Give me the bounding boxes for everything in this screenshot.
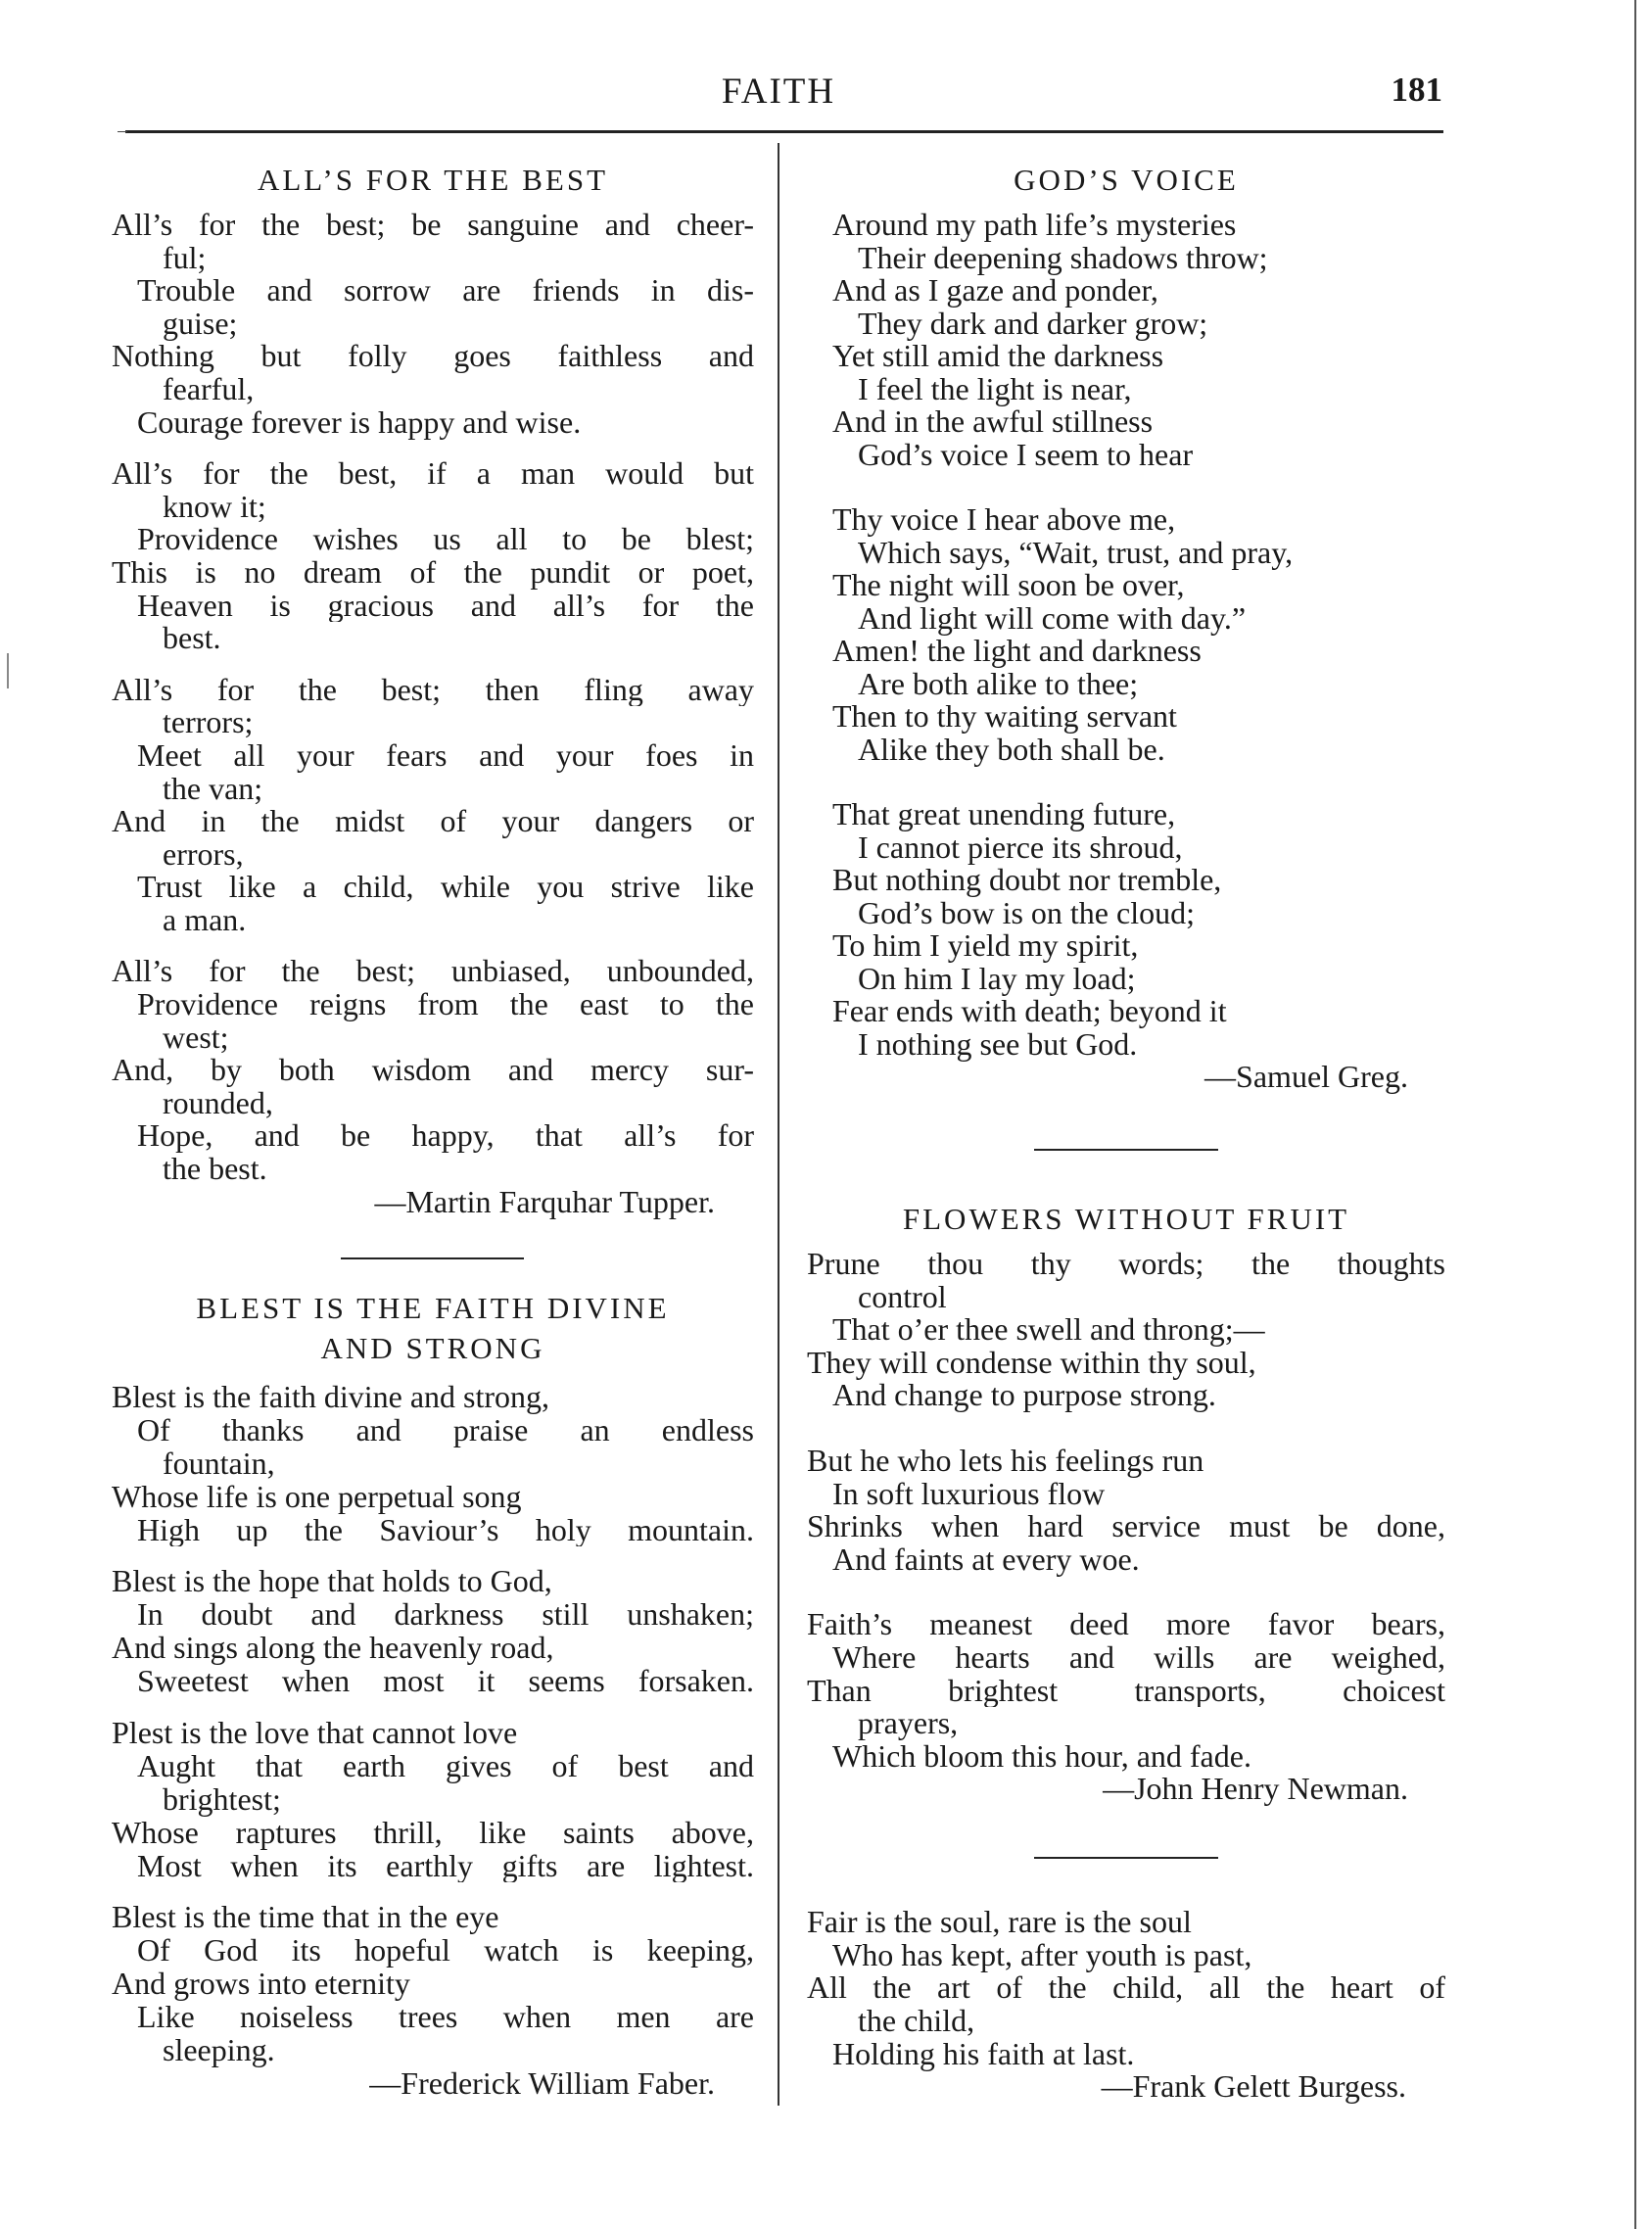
poem-body <box>112 209 754 1218</box>
verse-line: Courage forever is happy and wise. <box>137 403 582 440</box>
poem-title <box>112 160 754 200</box>
page-number: 181 <box>1391 71 1442 109</box>
verse-line: guise; <box>163 305 238 341</box>
verse-line: That great unending future, <box>832 796 1176 831</box>
verse-line: And, by both wisdom and mercy sur- <box>112 1054 754 1087</box>
column-divider <box>778 143 779 2106</box>
verse-line: I nothing see but God. <box>858 1025 1138 1062</box>
scan-mark <box>7 653 9 688</box>
verse-line: Thy voice I hear above me, <box>832 501 1176 537</box>
verse-line: The night will soon be over, <box>832 567 1185 602</box>
verse-line: Prune thou thy words; the thoughts <box>807 1248 1445 1281</box>
separator-rule <box>1034 1857 1218 1859</box>
verse-line: I cannot pierce its shroud, <box>858 829 1183 865</box>
poem-title-line: BLEST IS THE FAITH DIVINE <box>196 1291 670 1325</box>
poem-title-line: ALL’S FOR THE BEST <box>257 163 609 197</box>
poem-body <box>807 1906 1445 2104</box>
stanza <box>112 955 754 1185</box>
verse-line: And change to purpose strong. <box>832 1377 1216 1413</box>
verse-line: They will condense within thy soul, <box>807 1344 1256 1380</box>
stanza <box>807 1906 1445 2070</box>
poem-title-line: FLOWERS WITHOUT FRUIT <box>902 1202 1350 1236</box>
verse-line: I feel the light is near, <box>858 370 1132 406</box>
verse-line: Of God its hopeful watch is keeping, <box>137 1934 754 1968</box>
verse-line: Fair is the soul, rare is the soul <box>807 1904 1192 1939</box>
poem-title <box>807 160 1445 200</box>
stanza <box>112 674 754 937</box>
verse-line: sleeping. <box>163 2032 275 2068</box>
poem-title <box>807 1199 1445 1239</box>
poem-title <box>112 1288 754 1368</box>
verse-line: the best. <box>163 1151 267 1187</box>
verse-line: High up the Saviour’s holy mountain. <box>137 1513 754 1547</box>
verse-line: Hope, and be happy, that all’s for <box>137 1119 754 1154</box>
verse-line: To him I yield my spirit, <box>832 927 1139 963</box>
verse-line: Blest is the hope that holds to God, <box>112 1563 552 1599</box>
verse-line: brightest; <box>163 1780 281 1817</box>
verse-line: best. <box>163 620 221 656</box>
verse-line: ful; <box>163 239 207 275</box>
verse-line: fearful, <box>163 370 255 406</box>
verse-line: Shrinks when hard service must be done, <box>807 1510 1445 1543</box>
stanza <box>807 798 1445 1061</box>
stanza <box>807 209 1445 471</box>
verse-line: Trust like a child, while you strive like <box>137 871 754 904</box>
verse-line: Who has kept, after youth is past, <box>832 1936 1252 1972</box>
verse-line: Blest is the faith divine and strong, <box>112 1379 550 1414</box>
verse-line: In doubt and darkness still unshaken; <box>137 1598 754 1633</box>
verse-line: Of thanks and praise an endless <box>137 1413 754 1447</box>
poem-attribution: —Martin Farquhar Tupper. <box>374 1183 715 1219</box>
verse-line: Which says, “Wait, trust, and pray, <box>858 534 1294 570</box>
verse-line: God’s voice I seem to hear <box>858 436 1194 472</box>
verse-line: Their deepening shadows throw; <box>858 239 1268 275</box>
verse-line: Aught that earth gives of best and <box>137 1749 754 1783</box>
verse-line: know it; <box>163 488 266 524</box>
verse-line: And grows into eternity <box>112 1966 410 2002</box>
verse-line: the van; <box>163 770 263 806</box>
verse-line: errors, <box>163 835 244 872</box>
verse-line: Providence reigns from the east to the <box>137 988 754 1021</box>
verse-line: a man. <box>163 901 247 937</box>
poem-body <box>112 1381 754 2101</box>
verse-line: Nothing but folly goes faithless and <box>112 340 754 373</box>
verse-line: fountain, <box>163 1445 275 1481</box>
poem-attribution: —Frederick William Faber. <box>369 2064 715 2101</box>
verse-line: Are both alike to thee; <box>858 665 1139 701</box>
verse-line: Holding his faith at last. <box>832 2035 1135 2071</box>
stanza <box>112 1565 754 1698</box>
verse-line: And in the midst of your dangers or <box>112 805 754 838</box>
verse-line: Sweetest when most it seems forsaken. <box>137 1665 754 1699</box>
separator-rule <box>341 1257 524 1259</box>
verse-line: Trouble and sorrow are friends in dis- <box>137 274 754 308</box>
verse-line: rounded, <box>163 1084 273 1120</box>
poem-attribution: —John Henry Newman. <box>1103 1771 1408 1807</box>
poem-title-line: AND STRONG <box>320 1331 545 1365</box>
verse-line: And light will come with day.” <box>858 599 1247 636</box>
poem-title-line: GOD’S VOICE <box>1014 163 1239 197</box>
verse-line: Than brightest transports, choicest <box>807 1674 1445 1708</box>
verse-line: In soft luxurious flow <box>832 1475 1106 1511</box>
verse-line: Blest is the time that in the eye <box>112 1899 499 1935</box>
stanza <box>807 503 1445 766</box>
verse-line: And in the awful stillness <box>832 403 1154 439</box>
stanza <box>112 1901 754 2066</box>
verse-line: Then to thy waiting servant <box>832 698 1177 734</box>
verse-line: Yet still amid the darkness <box>832 338 1164 373</box>
verse-line: Whose raptures thrill, like saints above, <box>112 1816 754 1850</box>
stanza <box>112 1717 754 1882</box>
verse-line: Heaven is gracious and all’s for the <box>137 589 754 623</box>
running-head: FAITH <box>721 71 836 112</box>
verse-line: But he who lets his feelings run <box>807 1442 1204 1478</box>
verse-line: Plest is the love that cannot love <box>112 1715 518 1751</box>
stanza <box>807 1608 1445 1773</box>
verse-line: Meet all your fears and your foes in <box>137 738 754 773</box>
verse-line: Like noiseless trees when men are <box>137 2001 754 2035</box>
verse-line: the child, <box>858 2003 975 2039</box>
verse-line: Alike they both shall be. <box>858 731 1165 767</box>
stanza <box>112 1381 754 1546</box>
verse-line: That o’er thee swell and throng;— <box>832 1311 1265 1348</box>
verse-line: They dark and darker grow; <box>858 305 1208 341</box>
poem-attribution: —Samuel Greg. <box>1204 1059 1408 1094</box>
verse-line: west; <box>163 1019 229 1055</box>
stanza <box>807 1442 1445 1577</box>
poem-body <box>807 209 1445 1094</box>
scan-edge <box>1634 0 1636 2229</box>
verse-line: Most when its earthly gifts are lightest. <box>137 1849 754 1883</box>
verse-line: Around my path life’s mysteries <box>832 207 1237 242</box>
verse-line: prayers, <box>858 1705 959 1741</box>
verse-line: This is no dream of the pundit or poet, <box>112 555 754 590</box>
verse-line: On him I lay my load; <box>858 960 1136 996</box>
verse-line: All’s for the best; then fling away <box>112 673 754 707</box>
verse-line: And as I gaze and ponder, <box>832 272 1158 308</box>
header-rule <box>125 130 1443 133</box>
verse-line: control <box>858 1278 947 1314</box>
poem-attribution: —Frank Gelett Burgess. <box>1101 2068 1406 2105</box>
poem-body <box>807 1248 1445 1806</box>
stanza <box>112 209 754 439</box>
verse-line: Whose life is one perpetual song <box>112 1478 522 1514</box>
verse-line: Amen! the light and darkness <box>832 633 1202 668</box>
verse-line: Fear ends with death; beyond it <box>832 993 1227 1028</box>
verse-line: All’s for the best; unbiased, unbounded, <box>112 955 754 989</box>
verse-line: Where hearts and wills are weighed, <box>832 1640 1445 1675</box>
verse-line: Which bloom this hour, and fade. <box>832 1737 1251 1774</box>
verse-line: And sings along the heavenly road, <box>112 1630 554 1666</box>
verse-line: All’s for the best, if a man would but <box>112 457 754 491</box>
verse-line: Providence wishes us all to be blest; <box>137 523 754 556</box>
verse-line: Faith’s meanest deed more favor bears, <box>807 1608 1445 1641</box>
stanza <box>807 1248 1445 1412</box>
separator-rule <box>1034 1149 1218 1151</box>
verse-line: All the art of the child, all the heart of <box>807 1971 1445 2006</box>
verse-line: terrors; <box>163 704 254 740</box>
stanza <box>112 457 754 655</box>
verse-line: And faints at every woe. <box>832 1541 1140 1577</box>
verse-line: All’s for the best; be sanguine and cheer- <box>112 209 754 242</box>
verse-line: God’s bow is on the cloud; <box>858 894 1195 930</box>
verse-line: But nothing doubt nor tremble, <box>832 862 1222 897</box>
